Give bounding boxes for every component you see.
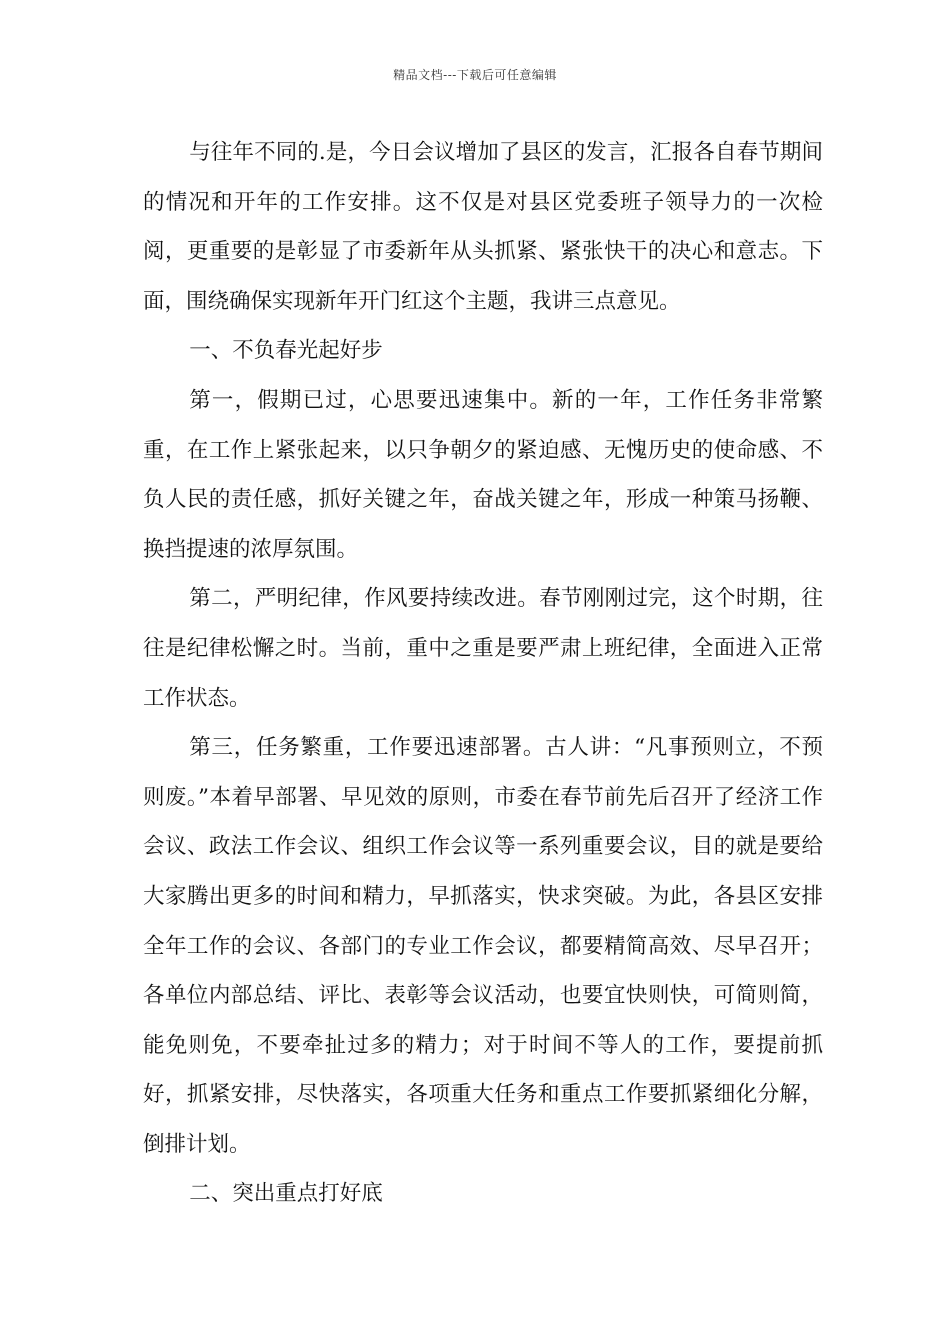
paragraph-third-point: 第三，任务繁重，工作要迅速部署。古人讲：“凡事预则立，不预则废。”本着早部署、早见效的原则，市委在春节前先后召开了经济工作会议、政法工作会议、组织工作会议等一系列重要会议，目的就是要给大家腾出更多的时间和精力，早抓落实，快求突破。为此，各县区安排全年工作的会议、各部门的专业工作会议，都要精简高效、尽早召开；各单位内部总结、评比、表彰等会议活动，也要宜快则快，可简则简，能免则免，不要牵扯过多的精力；对于时间不等人的工作，要提前抓好，抓紧安排，尽快落实，各项重大任务和重点工作要抓紧细化分解，倒排计划。	[143, 735, 823, 1157]
document-body	[143, 128, 823, 1219]
paragraph-second-point: 第二，严明纪律，作风要持续改进。春节刚刚过完，这个时期，往往是纪律松懈之时。当前，重中之重是要严肃上班纪律，全面进入正常工作状态。	[143, 586, 823, 711]
paragraph-intro: 与往年不同的.是，今日会议增加了县区的发言，汇报各自春节期间的情况和开年的工作安排。这不仅是对县区党委班子领导力的一次检阅，更重要的是彰显了市委新年从头抓紧、紧张快干的决心和意志。下面，围绕确保实现新年开门红这个主题，我讲三点意见。	[143, 140, 823, 314]
section-heading-2: 二、突出重点打好底	[189, 1181, 383, 1207]
section-heading-1: 一、不负春光起好步	[189, 338, 383, 364]
page-header: 精品文档---下载后可任意编辑	[393, 68, 557, 82]
paragraph-first-point: 第一，假期已过，心思要迅速集中。新的一年，工作任务非常繁重，在工作上紧张起来，以只争朝夕的紧迫感、无愧历史的使命感、不负人民的责任感，抓好关键之年，奋战关键之年，形成一种策马扬鞭、换挡提速的浓厚氛围。	[143, 387, 823, 562]
